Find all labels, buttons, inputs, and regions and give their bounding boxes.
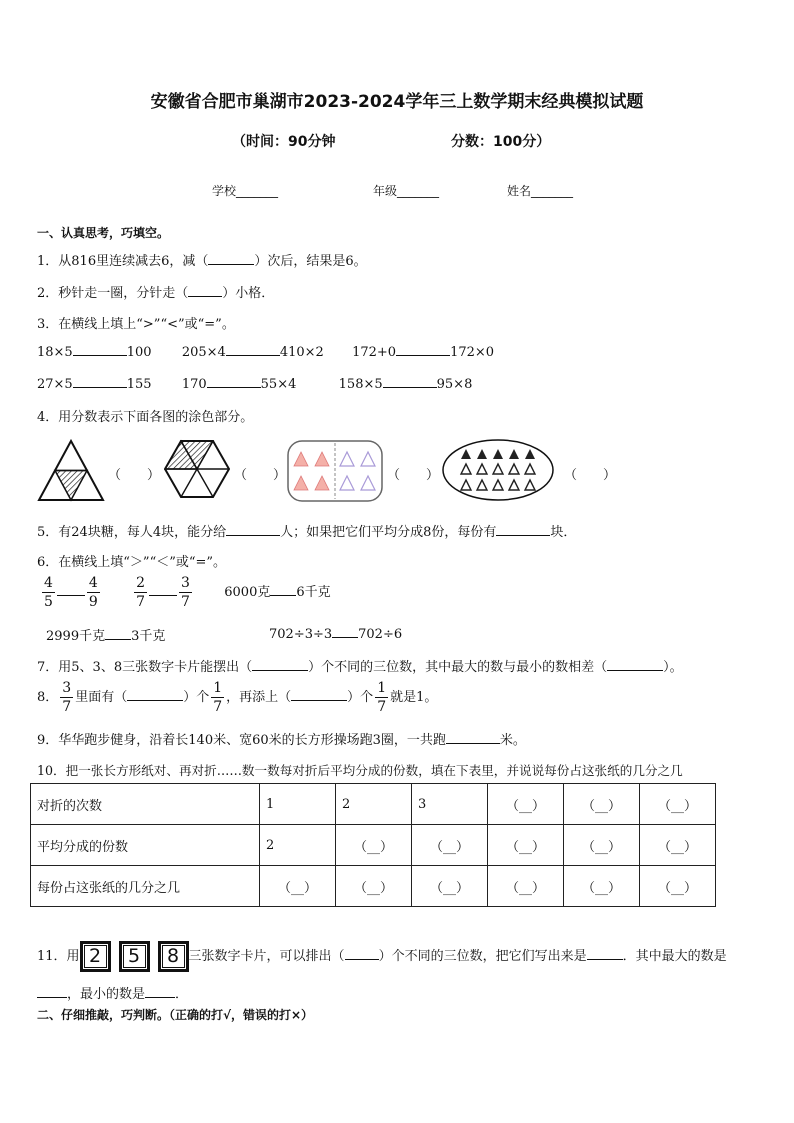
question-2: 2．秒针走一圈，分针走（ ）小格． xyxy=(37,286,275,301)
table-row: 每份占这张纸的几分之几 （__） （__） （__） （__） （__） （__） xyxy=(31,866,716,907)
question-10: 10．把一张长方形纸对、再对折……数一数每对折后平均分成的份数，填在下表里，并说说每份占这张纸的几分之几 xyxy=(37,763,683,778)
fold-table xyxy=(30,783,716,907)
section-2-heading: 二、仔细推敲，巧判断。（正确的打√，错误的打×） xyxy=(37,1008,314,1022)
question-6-title: 6．在横线上填“＞”“＜”或“=”。 xyxy=(37,555,227,570)
number-card: 5 xyxy=(119,941,150,972)
question-6-row-2: 2999千克 3千克 xyxy=(46,629,166,644)
exam-score: 分数：100分） xyxy=(451,134,551,150)
question-9: 9．华华跑步健身，沿着长140米、宽60米的长方形操场跑3圈，一共跑 米。 xyxy=(37,733,526,748)
hexagon-figure xyxy=(164,438,230,500)
question-3-title: 3．在横线上填上“>”“<”或“=”。 xyxy=(37,317,235,332)
triangle-figure xyxy=(36,438,106,504)
question-6-row-2-b: 702÷3÷3 702÷6 xyxy=(269,627,403,642)
number-card: 2 xyxy=(80,941,111,972)
answer-blank-hexagon[interactable]: （ ） xyxy=(234,468,287,483)
question-11: 11．用 2 5 8 三张数字卡片，可以排出（ ）个不同的三位数，把它们写出来是 ．其中最大的数是 xyxy=(37,941,727,972)
grade-field: 年级_______ xyxy=(373,184,440,198)
triangle-group-figure xyxy=(287,440,383,502)
question-6-row-1: $\frac{4}{5}$ $\frac{4}{9}$ $\frac{2}{7}$ $\frac{3}{7}$ 6000克 6千克 xyxy=(44,575,331,610)
question-4-title: 4．用分数表示下面各图的涂色部分。 xyxy=(37,410,254,425)
question-3-row-2: 27×5 155 170 55×4 158×5 95×8 xyxy=(37,377,473,392)
number-card: 8 xyxy=(158,941,189,972)
answer-blank-oval[interactable]: （ ） xyxy=(564,468,617,483)
question-5: 5．有24块糖，每人4块，能分给 人；如果把它们平均分成8份，每份有 块． xyxy=(37,525,577,540)
table-row: 平均分成的份数 2 （__） （__） （__） （__） （__） xyxy=(31,825,716,866)
question-7: 7．用5、3、8三张数字卡片能摆出（ ）个不同的三位数，其中最大的数与最小的数相差（ ）。 xyxy=(37,660,683,675)
question-8: 8． $\frac{3}{7}$ 里面有（ ）个 $\frac{1}{7}$ ，再添上（ ）个 $\frac{1}{7}$ 就是1。 xyxy=(37,680,438,715)
answer-blank-triangle[interactable]: （ ） xyxy=(108,468,161,483)
question-3-row-1: 18×5 100 205×4 410×2 172+0 172×0 xyxy=(37,345,495,360)
answer-blank-triangle-group[interactable]: （ ） xyxy=(387,468,440,483)
school-field: 学校_______ xyxy=(212,184,279,198)
question-1: 1．从816里连续减去6，减（ ）次后，结果是6。 xyxy=(37,254,367,269)
question-11-cont: ，最小的数是 ． xyxy=(37,983,188,1002)
table-row: 对折的次数 1 2 3 （__） （__） （__） xyxy=(31,784,716,825)
section-1-heading: 一、认真思考，巧填空。 xyxy=(37,226,170,240)
page-title: 安徽省合肥市巢湖市2023-2024学年三上数学期末经典模拟试题 xyxy=(150,92,644,112)
oval-triangles-figure xyxy=(441,438,555,502)
exam-time: （时间：90分钟 xyxy=(232,134,336,150)
name-field: 姓名_______ xyxy=(507,184,574,198)
